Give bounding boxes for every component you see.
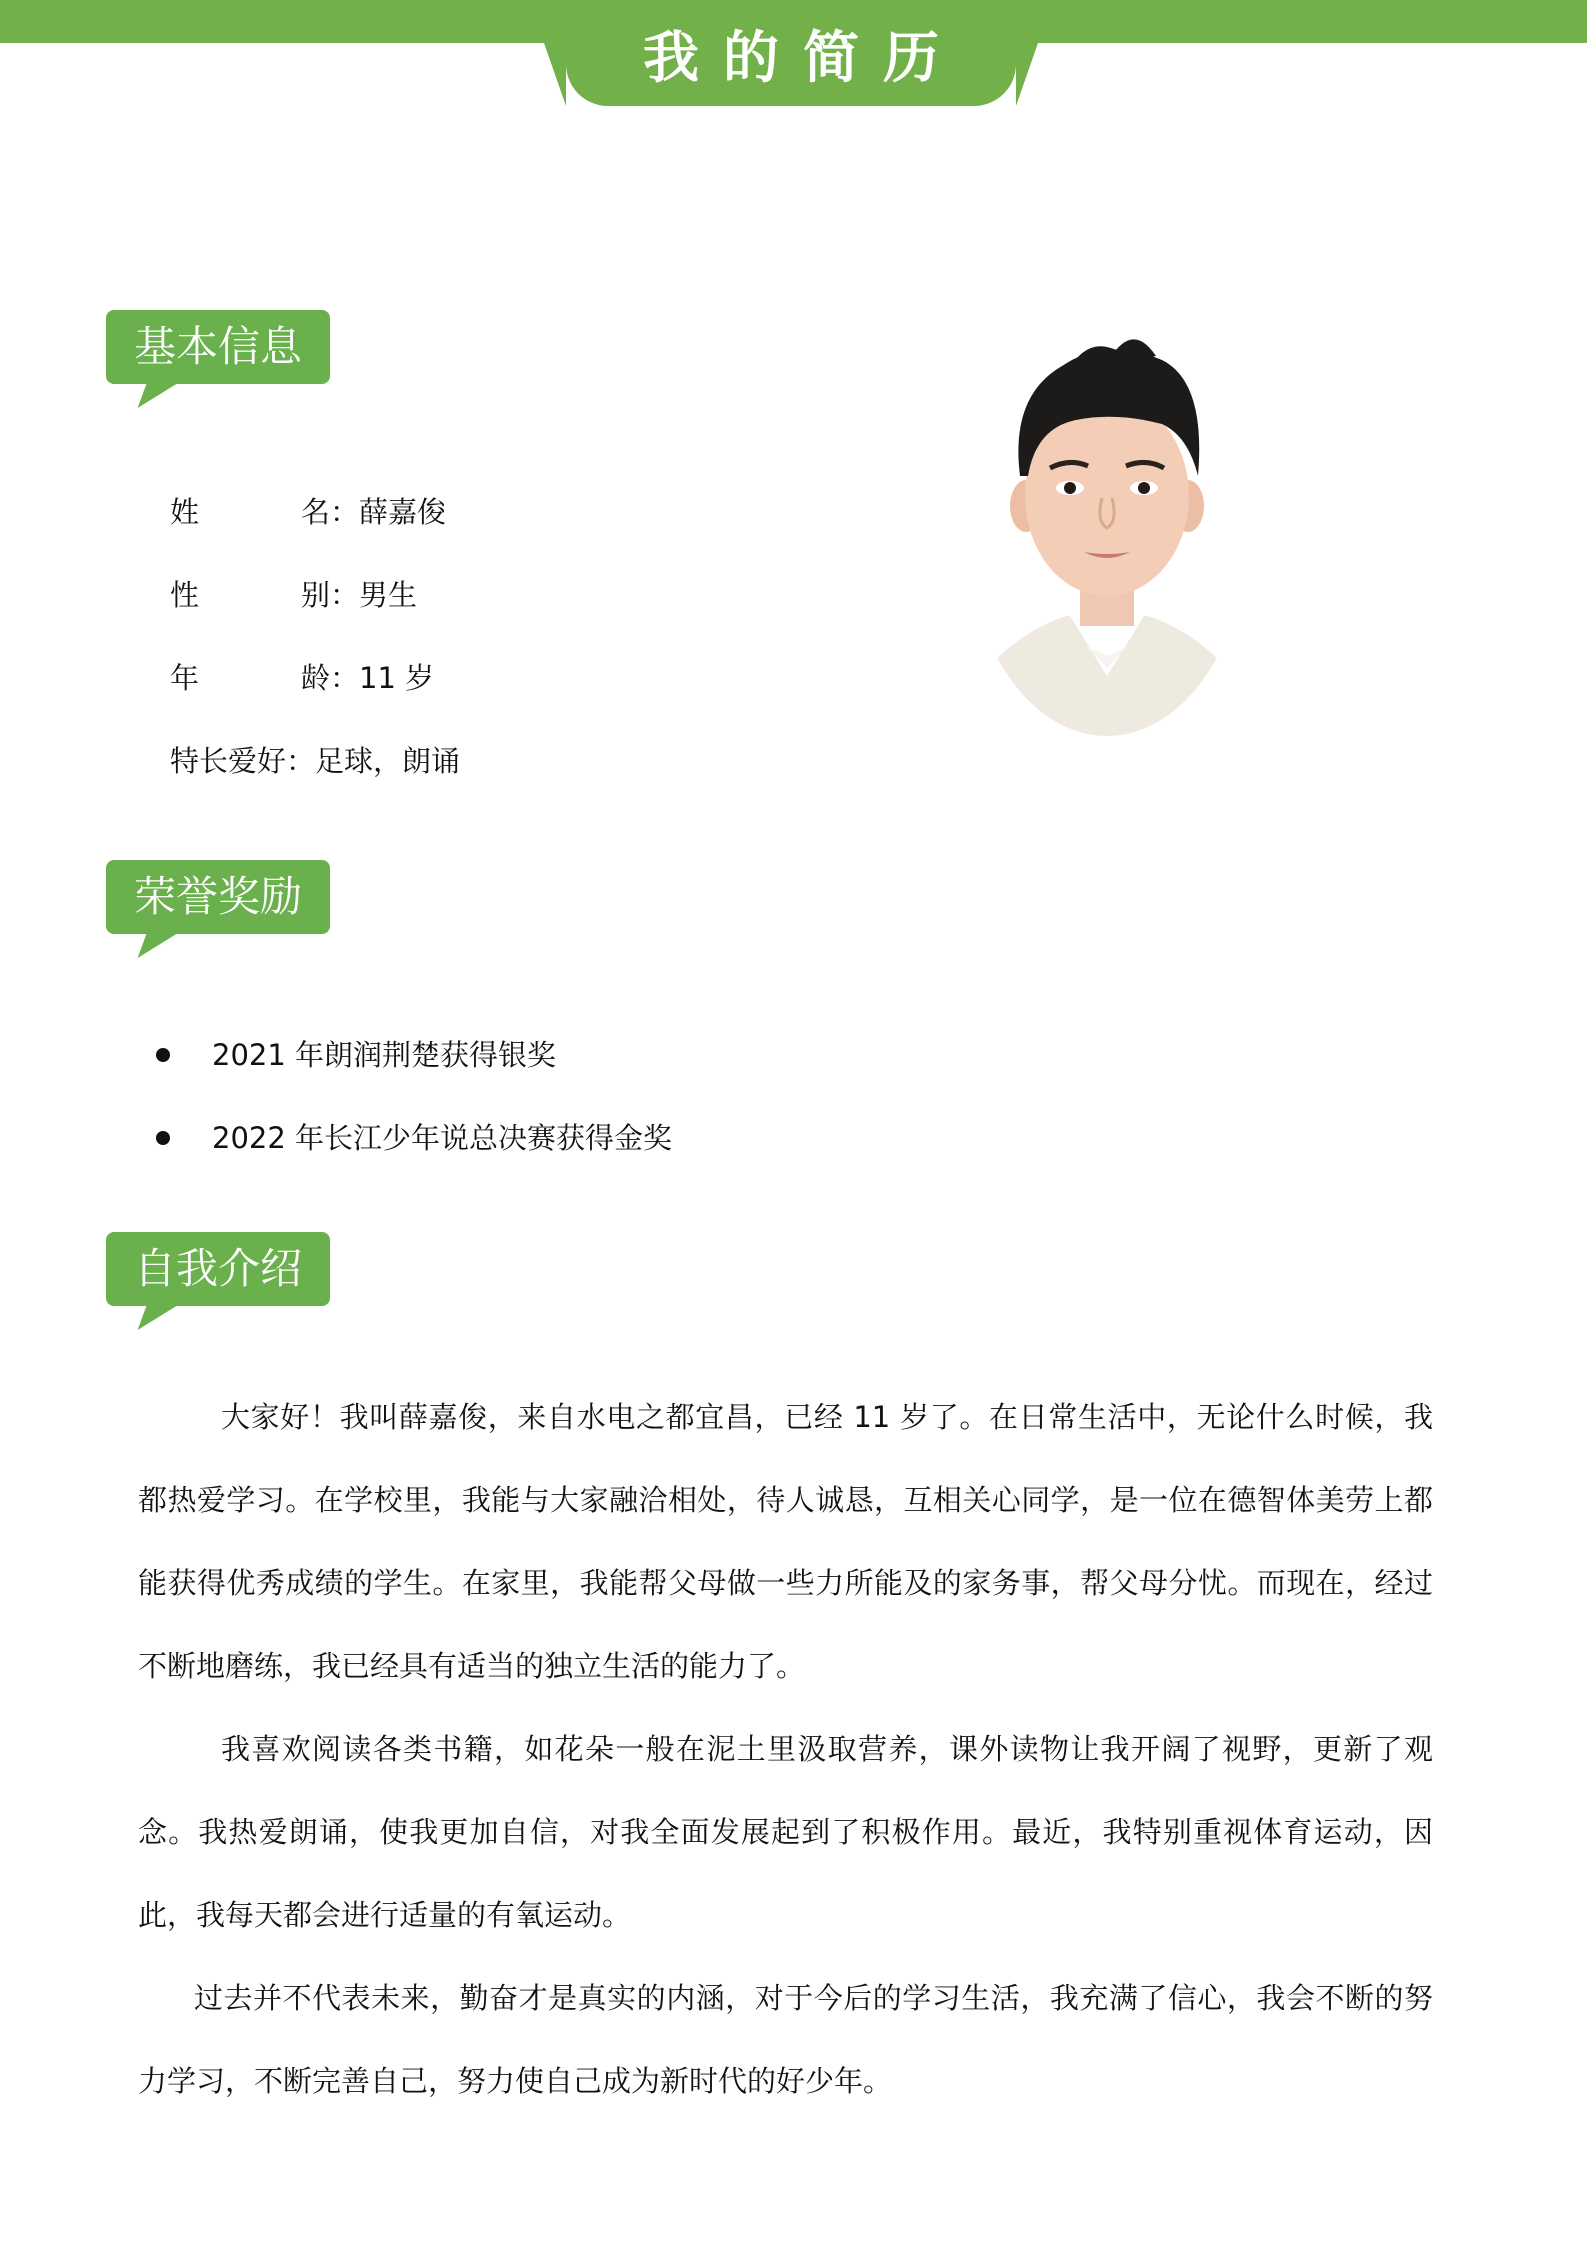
honor-item bbox=[156, 1035, 556, 1075]
page-title: 我的简历 bbox=[643, 26, 963, 91]
info-value-hobby: ：足球，朗诵 bbox=[286, 744, 461, 778]
honor-text: 2022 年长江少年说总决赛获得金奖 bbox=[212, 1121, 673, 1155]
section-title-basic: 基本信息 bbox=[133, 322, 302, 371]
section-badge-intro bbox=[106, 1232, 330, 1306]
section-badge-honors bbox=[106, 860, 330, 934]
info-row-name bbox=[170, 492, 446, 532]
bullet-icon bbox=[156, 1048, 170, 1062]
info-row-hobby bbox=[170, 741, 460, 781]
section-title-honors: 荣誉奖励 bbox=[133, 872, 302, 921]
section-title-intro: 自我介绍 bbox=[133, 1244, 302, 1293]
intro-paragraph-3: 过去并不代表未来，勤奋才是真实的内涵，对于今后的学习生活，我充满了信心，我会不断的努力学习，不断完善自己，努力使自己成为新时代的好少年。 bbox=[138, 1981, 1433, 2098]
honor-text: 2021 年朗润荆楚获得银奖 bbox=[212, 1038, 557, 1072]
info-value-age: ：11 岁 bbox=[330, 661, 435, 695]
info-row-gender bbox=[170, 575, 417, 615]
intro-paragraph-1: 大家好！我叫薛嘉俊，来自水电之都宜昌，已经 11 岁了。在日常生活中，无论什么时候，我都热爱学习。在学校里，我能与大家融洽相处，待人诚恳，互相关心同学，是一位在德智体美劳上都能获得优秀成绩的学生。在家里，我能帮父母做一些力所能及的家务事，帮父母分忧。而现在，经过不断地磨练，我已经具有适当的独立生活的能力了。 bbox=[138, 1400, 1433, 1683]
portrait-photo bbox=[966, 316, 1248, 736]
info-label-age: 年龄 bbox=[170, 661, 330, 695]
info-label-gender: 性别 bbox=[170, 578, 330, 612]
info-label-name: 姓名 bbox=[170, 495, 330, 529]
honor-item bbox=[156, 1118, 672, 1158]
info-row-age bbox=[170, 658, 434, 698]
intro-paragraph-2: 我喜欢阅读各类书籍，如花朵一般在泥土里汲取营养，课外读物让我开阔了视野，更新了观念。我热爱朗诵，使我更加自信，对我全面发展起到了积极作用。最近，我特别重视体育运动，因此，我每天都会进行适量的有氧运动。 bbox=[138, 1732, 1433, 1932]
info-label-hobby: 特长爱好 bbox=[170, 744, 287, 778]
info-value-name: ：薛嘉俊 bbox=[330, 495, 447, 529]
bullet-icon bbox=[156, 1131, 170, 1145]
section-badge-basic bbox=[106, 310, 330, 384]
info-value-gender: ：男生 bbox=[330, 578, 418, 612]
